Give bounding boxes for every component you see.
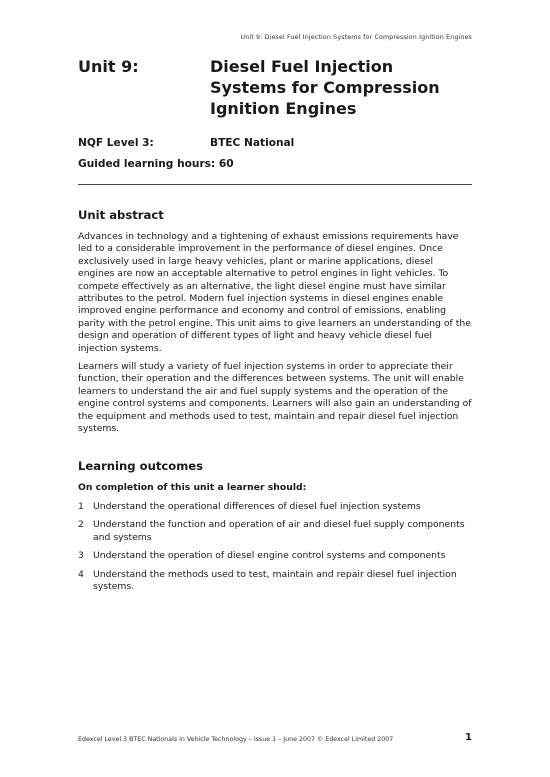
- nqf-row: [78, 136, 472, 150]
- outcome-number: 1: [78, 500, 84, 512]
- abstract-heading: Unit abstract: [78, 208, 164, 222]
- outcome-text: Understand the function and operation of air and diesel fuel supply components and systems: [93, 519, 465, 543]
- running-header: Unit 9: Diesel Fuel Injection Systems for Compression Ignition Engines: [240, 34, 472, 41]
- guided-hours: Guided learning hours: 60: [78, 158, 234, 170]
- unit-title: Diesel Fuel Injection Systems for Compression Ignition Engines: [210, 57, 440, 118]
- nqf-label: NQF Level 3:: [78, 137, 154, 149]
- outcomes-lead: On completion of this unit a learner should:: [78, 481, 307, 493]
- outcomes-list: [78, 501, 472, 593]
- outcome-item: [78, 501, 472, 513]
- page-number: 1: [465, 732, 472, 743]
- nqf-value: BTEC National: [210, 137, 295, 149]
- outcome-number: 4: [78, 568, 84, 580]
- page-footer: Edexcel Level 3 BTEC Nationals in Vehicle Technology – Issue 1 – June 2007 © Edexcel Limited 2007: [78, 736, 394, 743]
- outcome-item: [78, 550, 472, 562]
- guided-hours-row: [78, 157, 472, 171]
- unit-number: Unit 9:: [78, 57, 139, 76]
- section-divider: [78, 184, 472, 185]
- abstract-paragraph-1: Advances in technology and a tightening of exhaust emissions requirements have led to a considerable improvement in the performance of diesel engines. Once exclusively used in large heavy vehicles, plant or marine applications, diesel engines are now an acceptable alternative to petrol engines in light vehicles. To compete effectively as an alternative, the light diesel engine must have similar attributes to the petrol. Modern fuel injection systems in diesel engines enable improved engine performance and economy and control of emissions, enabling parity with the petrol engine. This unit aims to give learners an understanding of the design and operation of different types of light and heavy vehicle diesel fuel injection systems.: [78, 231, 471, 354]
- unit-title-block: [78, 56, 472, 119]
- outcome-item: [78, 519, 472, 544]
- outcome-text: Understand the methods used to test, maintain and repair diesel fuel injection systems.: [93, 568, 457, 592]
- page-content: [78, 56, 472, 599]
- outcome-number: 2: [78, 519, 84, 531]
- outcomes-heading: Learning outcomes: [78, 458, 204, 473]
- outcome-number: 3: [78, 550, 84, 562]
- outcome-item: [78, 569, 472, 594]
- outcome-text: Understand the operation of diesel engine control systems and components: [93, 550, 446, 562]
- outcome-text: Understand the operational differences of diesel fuel injection systems: [93, 500, 421, 512]
- abstract-paragraph-2: Learners will study a variety of fuel injection systems in order to appreciate their function, their operation and the differences between systems. The unit will enable learners to understand the air and fuel supply systems and the operation of the engine control systems and components. Learners will also gain an understanding of the equipment and methods used to test, maintain and repair diesel fuel injection systems.: [78, 361, 472, 435]
